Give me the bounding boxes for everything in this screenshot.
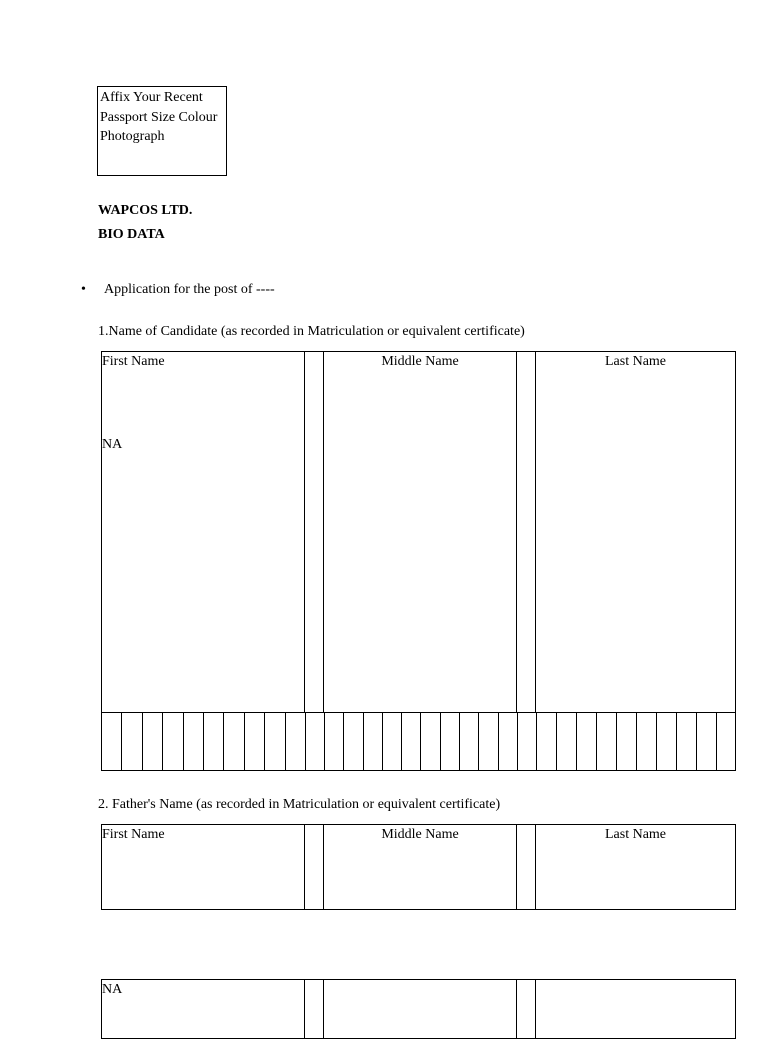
page-title: BIO DATA <box>98 227 165 242</box>
char-cell[interactable] <box>325 713 344 770</box>
char-cell[interactable] <box>637 713 657 770</box>
separator-gap <box>304 351 324 713</box>
char-cell[interactable] <box>677 713 697 770</box>
char-cell[interactable] <box>163 713 183 770</box>
photo-instruction-line-1: Affix Your Recent <box>100 90 203 105</box>
character-cells-row <box>101 712 736 771</box>
father-first-name-box[interactable] <box>101 824 305 910</box>
char-cell[interactable] <box>597 713 617 770</box>
candidate-first-name-value: NA <box>102 437 123 452</box>
cell-divider <box>305 713 306 770</box>
separator-gap <box>304 824 324 910</box>
char-cell[interactable] <box>364 713 383 770</box>
first-name-label: First Name <box>102 827 165 842</box>
separator-gap <box>516 979 536 1039</box>
char-cell[interactable] <box>344 713 363 770</box>
char-cell[interactable] <box>245 713 265 770</box>
char-cell[interactable] <box>402 713 421 770</box>
char-cell[interactable] <box>717 713 736 770</box>
char-cell[interactable] <box>499 713 517 770</box>
photo-instruction-line-2: Passport Size Colour <box>100 109 218 125</box>
separator-gap <box>304 979 324 1039</box>
section-1-heading: 1.Name of Candidate (as recorded in Matriculation or equivalent certificate) <box>98 324 525 339</box>
middle-name-label: Middle Name <box>381 827 459 842</box>
char-cell[interactable] <box>617 713 637 770</box>
char-cell[interactable] <box>441 713 460 770</box>
middle-name-label: Middle Name <box>381 354 459 369</box>
last-name-label: Last Name <box>604 354 667 369</box>
char-cell[interactable] <box>184 713 204 770</box>
char-cell[interactable] <box>421 713 440 770</box>
char-cell[interactable] <box>122 713 142 770</box>
cell-divider <box>517 713 518 770</box>
char-cell[interactable] <box>265 713 285 770</box>
first-name-label: First Name <box>102 354 165 369</box>
char-cell[interactable] <box>286 713 305 770</box>
bullet: • <box>81 282 86 297</box>
application-post-line: Application for the post of ---- <box>104 282 275 297</box>
char-cell[interactable] <box>383 713 402 770</box>
candidate-first-name-box <box>101 351 305 713</box>
last-name-label: Last Name <box>604 827 667 842</box>
char-cell[interactable] <box>697 713 717 770</box>
char-cell[interactable] <box>204 713 224 770</box>
photo-placeholder-box <box>97 86 227 176</box>
char-cell[interactable] <box>224 713 244 770</box>
separator-gap <box>516 351 536 713</box>
section-2-heading: 2. Father's Name (as recorded in Matriculation or equivalent certificate) <box>98 797 501 812</box>
char-cell[interactable] <box>479 713 498 770</box>
char-cell[interactable] <box>577 713 597 770</box>
candidate-middle-name-box <box>323 351 517 713</box>
next-middle-name-box[interactable] <box>323 979 517 1039</box>
char-cell[interactable] <box>460 713 479 770</box>
company-name: WAPCOS LTD. <box>98 203 193 218</box>
next-first-name-box[interactable] <box>101 979 305 1039</box>
separator-gap <box>516 824 536 910</box>
char-cell[interactable] <box>557 713 577 770</box>
char-cell[interactable] <box>143 713 163 770</box>
candidate-last-name-box <box>535 351 736 713</box>
next-first-name-value: NA <box>102 982 123 997</box>
char-cell[interactable] <box>657 713 677 770</box>
char-cell[interactable] <box>537 713 557 770</box>
photo-instruction-line-3: Photograph <box>100 129 165 144</box>
father-middle-name-box[interactable] <box>323 824 517 910</box>
father-last-name-box[interactable] <box>535 824 736 910</box>
next-last-name-box[interactable] <box>535 979 736 1039</box>
char-cell[interactable] <box>102 713 122 770</box>
